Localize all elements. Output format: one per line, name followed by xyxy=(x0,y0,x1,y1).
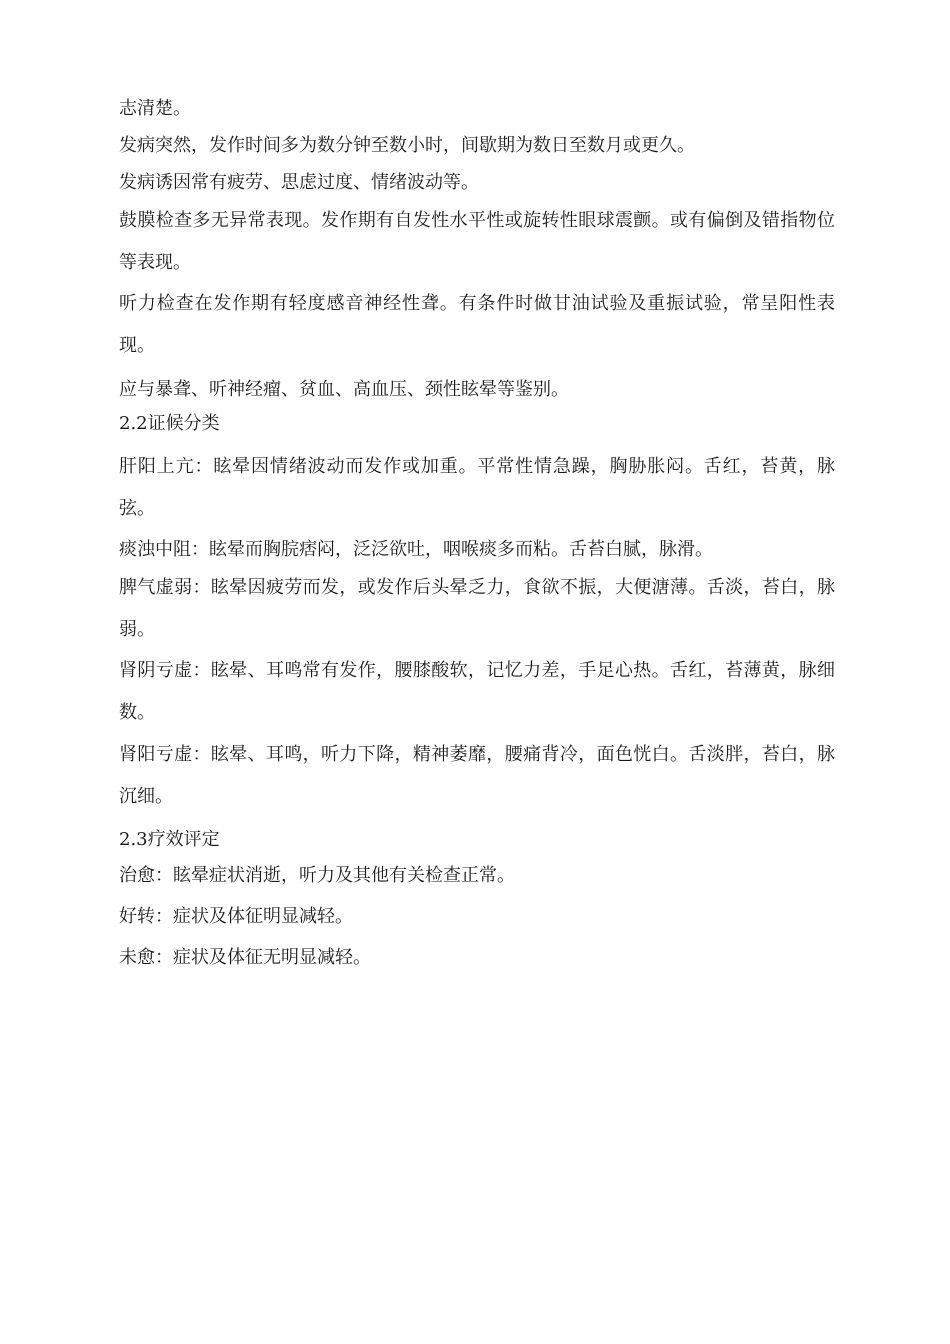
paragraph-hearing-exam: 听力检查在发作期有轻度感音神经性聋。有条件时做甘油试验及重振试验，常呈阳性表现。 xyxy=(119,293,835,356)
section-heading-2-3: 2.3疗效评定 xyxy=(119,829,220,850)
syndrome-phlegm: 痰浊中阻：眩晕而胸脘痞闷，泛泛欲吐，咽喉痰多而粘。舌苔白腻，脉滑。 xyxy=(119,539,713,560)
paragraph-onset: 发病突然，发作时间多为数分钟至数小时，间歇期为数日至数月或更久。 xyxy=(119,135,695,156)
outcome-improved: 好转：症状及体征明显减轻。 xyxy=(119,906,353,927)
syndrome-kidney-yang: 肾阳亏虚：眩晕、耳鸣，听力下降，精神萎靡，腰痛背冷，面色恍白。舌淡胖，苔白，脉沉细。 xyxy=(119,744,835,807)
paragraph-triggers: 发病诱因常有疲劳、思虑过度、情绪波动等。 xyxy=(119,172,479,193)
syndrome-kidney-yin: 肾阴亏虚：眩晕、耳鸣常有发作，腰膝酸软，记忆力差，手足心热。舌红，苔薄黄，脉细数。 xyxy=(119,660,835,723)
outcome-not-cured: 未愈：症状及体征无明显减轻。 xyxy=(119,947,371,968)
section-heading-2-2: 2.2证候分类 xyxy=(119,413,220,434)
paragraph-tympanic-exam: 鼓膜检查多无异常表现。发作期有自发性水平性或旋转性眼球震颤。或有偏倒及错指物位等表现。 xyxy=(119,210,835,273)
syndrome-liver-yang: 肝阳上亢：眩晕因情绪波动而发作或加重。平常性情急躁，胸胁胀闷。舌红，苔黄，脉弦。 xyxy=(119,456,835,519)
paragraph-continuation: 志清楚。 xyxy=(119,98,191,119)
paragraph-differential: 应与暴聋、听神经瘤、贫血、高血压、颈性眩晕等鉴别。 xyxy=(119,379,569,400)
syndrome-spleen-qi: 脾气虚弱：眩晕因疲劳而发，或发作后头晕乏力，食欲不振，大便溏薄。舌淡，苔白，脉弱。 xyxy=(119,577,835,640)
outcome-cured: 治愈：眩晕症状消逝，听力及其他有关检查正常。 xyxy=(119,865,515,886)
